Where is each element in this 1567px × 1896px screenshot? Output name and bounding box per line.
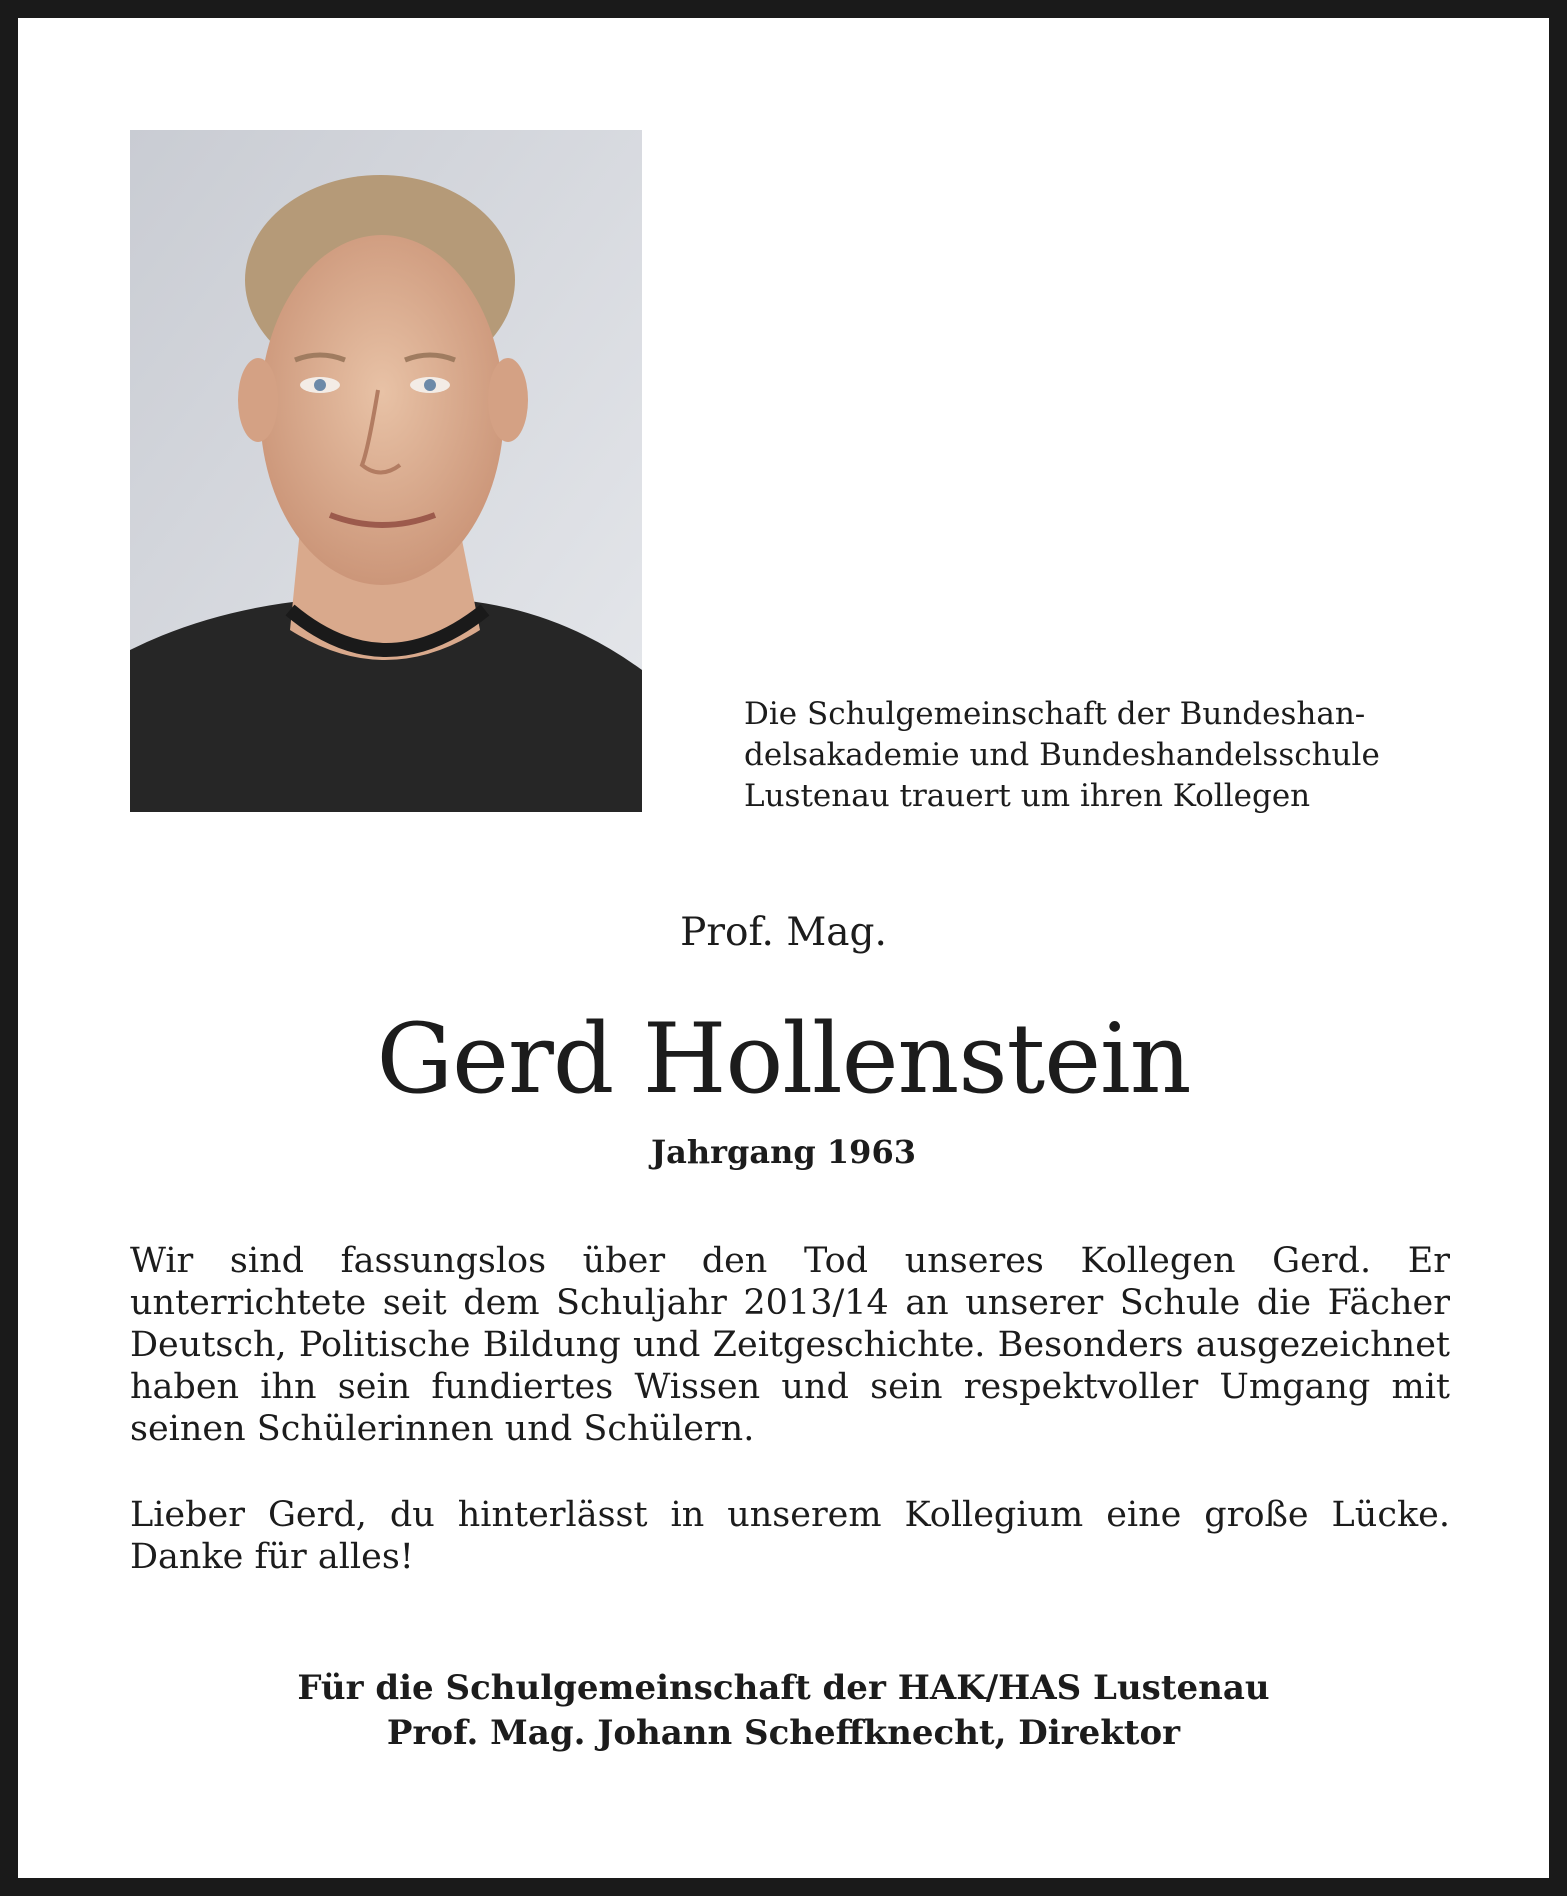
tribute-paragraph: Wir sind fassungslos über den Tod unseres Kollegen Gerd. Er unterrichtete seit dem Schuljahr 2013/14 an unserer Schule die Fächer Deutsch, Politische Bildung und Zeitgeschichte. Besonders ausgezeichnet haben ihn sein fundiertes Wissen und sein respektvoller Umgang mit seinen Schülerinnen und Schülern. — [130, 1241, 1450, 1449]
signature-block — [18, 1666, 1549, 1756]
signature-line: Für die Schulgemeinschaft der HAK/HAS Lustenau — [297, 1668, 1270, 1708]
intro-line: delsakademie und Bundeshandelsschule — [744, 737, 1380, 773]
intro-line: Lustenau trauert um ihren Kollegen — [744, 778, 1311, 814]
deceased-name: Gerd Hollenstein — [376, 1003, 1191, 1115]
academic-title: Prof. Mag. — [680, 910, 887, 955]
portrait-photo — [130, 130, 642, 812]
intro-text — [744, 694, 1464, 817]
portrait-illustration — [130, 130, 642, 812]
obituary-page — [18, 18, 1549, 1878]
birth-year: Jahrgang 1963 — [651, 1133, 916, 1171]
intro-line: Die Schulgemeinschaft der Bundeshan- — [744, 696, 1366, 732]
farewell-paragraph: Lieber Gerd, du hinterlässt in unserem Kollegium eine große Lücke. Danke für alles! — [130, 1495, 1450, 1577]
signature-line: Prof. Mag. Johann Scheffknecht, Direktor — [386, 1713, 1181, 1753]
